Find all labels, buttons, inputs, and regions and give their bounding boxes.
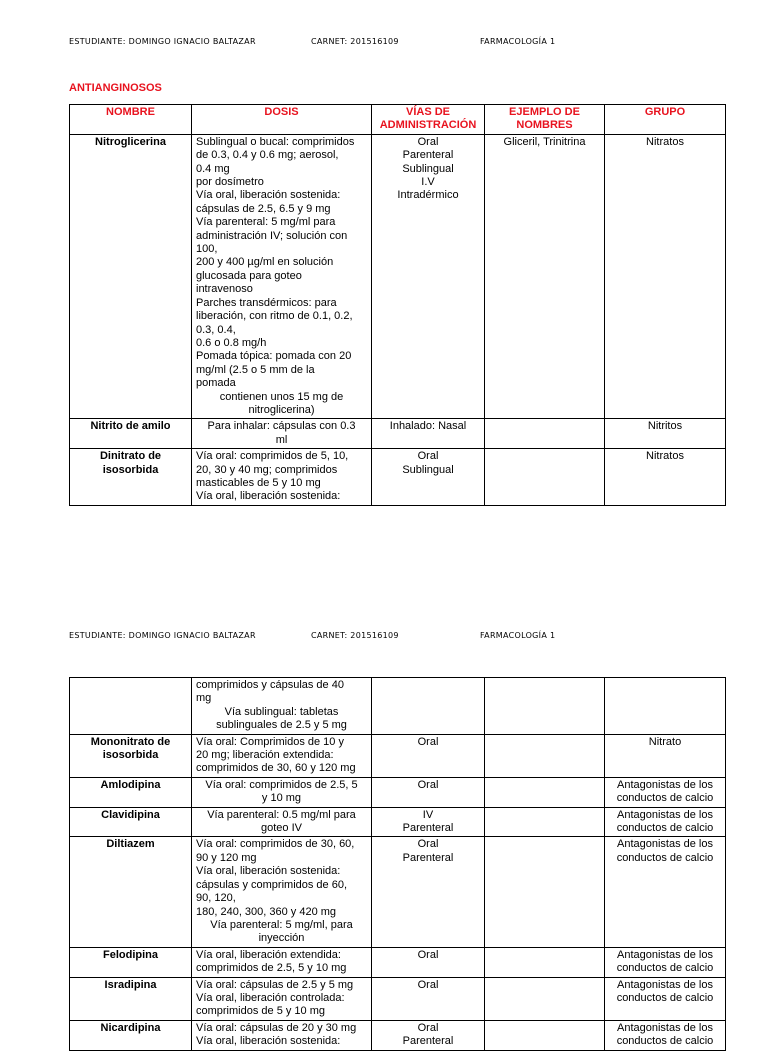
drug-name: Dinitrato de isosorbida (70, 449, 192, 506)
cell-text-line: sublinguales de 2.5 y 5 mg (216, 719, 347, 732)
drug-name: Nicardipina (70, 1020, 192, 1050)
cell-text-line: comprimidos de 5 y 10 mg (196, 1005, 325, 1018)
table-row (70, 419, 726, 449)
section-title: ANTIANGINOSOS (69, 82, 162, 94)
cell-text-line: de 0.3, 0.4 y 0.6 mg; aerosol, (196, 149, 339, 162)
cell-text-line: Antagonistas de los (616, 978, 713, 991)
cell-text-line: Oral (417, 450, 439, 463)
group-cell (605, 947, 726, 977)
cell-text-line: conductos de calcio (616, 822, 714, 835)
drug-name: Mononitrato de isosorbida (70, 734, 192, 777)
drug-name: Nitrito de amilo (70, 419, 192, 449)
cell-text-line: Parenteral (402, 1035, 454, 1048)
routes-cell (372, 977, 485, 1020)
cell-text-line: Parches transdérmicos: para (196, 296, 337, 309)
drug-name (70, 678, 192, 735)
carnet: CARNET: 201516109 (311, 37, 399, 46)
dose-cell (192, 134, 372, 419)
cell-text-line: glucosada para goteo (196, 269, 302, 282)
cell-text-line: cápsulas y comprimidos de 60, (196, 878, 348, 891)
examples-cell: Gliceril, Trinitrina (485, 134, 605, 419)
cell-text-line: Oral (417, 735, 439, 748)
cell-text-line: Parenteral (402, 149, 454, 162)
cell-text-line: pomada (196, 377, 236, 390)
table-body (70, 678, 726, 1051)
cell-text-line: 0.3, 0.4, (196, 323, 236, 336)
routes-cell (372, 777, 485, 807)
dose-cell (192, 419, 372, 449)
column-header: NOMBRE (70, 105, 192, 135)
cell-text-line: Oral (417, 838, 439, 851)
routes-cell (372, 1020, 485, 1050)
cell-text-line: conductos de calcio (616, 962, 714, 975)
examples-cell (485, 947, 605, 977)
cell-text-line: comprimidos y cápsulas de 40 (196, 679, 344, 691)
cell-text-line: y 10 mg (261, 792, 302, 805)
cell-text-line: 180, 240, 300, 360 y 420 mg (196, 905, 337, 918)
examples-cell (485, 837, 605, 947)
routes-cell (372, 134, 485, 419)
cell-text-line: conductos de calcio (616, 851, 714, 864)
examples-cell (485, 777, 605, 807)
cell-text-line: IV (422, 808, 434, 821)
cell-text-line: Oral (417, 1021, 439, 1034)
cell-text-line: nitroglicerina) (248, 403, 315, 416)
group-cell (605, 777, 726, 807)
cell-text-line: Nitratos (646, 450, 684, 463)
examples-cell (485, 449, 605, 506)
dose-cell (192, 1020, 372, 1050)
column-header: EJEMPLO DE NOMBRES (485, 105, 605, 135)
cell-text-line: 90 y 120 mg (196, 851, 257, 864)
group-cell (605, 449, 726, 506)
cell-text-line: Vía oral: Comprimidos de 10 y (196, 735, 344, 748)
carnet: CARNET: 201516109 (311, 631, 399, 640)
column-header: DOSIS (192, 105, 372, 135)
routes-cell (372, 449, 485, 506)
cell-text-line: mg (196, 692, 212, 705)
cell-text-line: Vía oral, liberación sostenida: (196, 189, 341, 202)
student-name: ESTUDIANTE: DOMINGO IGNACIO BALTAZAR (69, 631, 256, 640)
cell-text-line: 90, 120, (196, 892, 236, 905)
cell-text-line: 0.6 o 0.8 mg/h (196, 336, 267, 349)
table-row (70, 807, 726, 837)
cell-text-line: comprimidos de 30, 60 y 120 mg (196, 762, 356, 775)
cell-text-line: Vía oral, liberación sostenida: (196, 1035, 341, 1048)
cell-text-line: Vía sublingual: tabletas (224, 705, 339, 718)
cell-text-line: Vía oral, liberación extendida: (196, 948, 341, 961)
examples-cell (485, 977, 605, 1020)
cell-text-line: I.V (421, 176, 435, 189)
cell-text-line: liberación, con ritmo de 0.1, 0.2, (196, 310, 353, 323)
cell-text-line: Nitratos (646, 135, 684, 148)
drug-table-page-1 (69, 104, 726, 506)
cell-text-line: Vía oral, liberación controlada: (196, 991, 345, 1004)
routes-cell (372, 837, 485, 947)
cell-text-line: Vía oral: cápsulas de 20 y 30 mg (196, 1021, 357, 1034)
examples-cell (485, 419, 605, 449)
cell-text-line: 100, (196, 243, 218, 256)
cell-text-line: Vía oral: comprimidos de 2.5, 5 (205, 778, 358, 791)
drug-name: Clavidipina (70, 807, 192, 837)
dose-cell (192, 734, 372, 777)
table-row (70, 947, 726, 977)
table-row (70, 449, 726, 506)
drug-name: Felodipina (70, 947, 192, 977)
cell-text-line: inyección (258, 932, 305, 945)
cell-text-line: comprimidos de 2.5, 5 y 10 mg (196, 962, 347, 975)
dose-cell (192, 947, 372, 977)
drug-name: Isradipina (70, 977, 192, 1020)
cell-text-line: Vía oral, liberación sostenida: (196, 865, 341, 878)
cell-text-line: Oral (417, 778, 439, 791)
group-cell (605, 837, 726, 947)
cell-text-line: Sublingual (402, 162, 454, 175)
group-cell (605, 977, 726, 1020)
table-row (70, 777, 726, 807)
table-header-row (70, 105, 726, 135)
table-row (70, 678, 726, 735)
cell-text-line: Antagonistas de los (616, 948, 713, 961)
cell-text-line: Vía oral: comprimidos de 5, 10, (196, 450, 349, 463)
cell-text-line: intravenoso (196, 283, 253, 296)
dose-cell (192, 837, 372, 947)
dose-cell (192, 807, 372, 837)
cell-text-line: Vía oral: comprimidos de 30, 60, (196, 838, 355, 851)
cell-text-line: contienen unos 15 mg de (219, 390, 344, 403)
cell-text-line: Vía parenteral: 5 mg/ml, para (210, 918, 353, 931)
cell-text-line: 200 y 400 µg/ml en solución (196, 256, 334, 269)
cell-text-line: Antagonistas de los (616, 838, 713, 851)
examples-cell (485, 1020, 605, 1050)
table-row (70, 1020, 726, 1050)
cell-text-line: 20, 30 y 40 mg; comprimidos (196, 463, 338, 476)
cell-text-line: Vía parenteral: 5 mg/ml para (196, 216, 336, 229)
cell-text-line: conductos de calcio (616, 792, 714, 805)
cell-text-line: Sublingual (402, 463, 454, 476)
column-header: VÍAS DE ADMINISTRACIÓN (372, 105, 485, 135)
course-name: FARMACOLOGÍA 1 (480, 631, 556, 640)
group-cell (605, 678, 726, 735)
examples-cell (485, 807, 605, 837)
cell-text-line: Vía parenteral: 0.5 mg/ml para (207, 808, 356, 821)
cell-text-line: Parenteral (402, 851, 454, 864)
cell-text-line: Sublingual o bucal: comprimidos (196, 135, 355, 148)
cell-text-line: Vía oral: cápsulas de 2.5 y 5 mg (196, 978, 354, 991)
course-name: FARMACOLOGÍA 1 (480, 37, 556, 46)
cell-text-line: goteo IV (261, 822, 302, 835)
column-header: GRUPO (605, 105, 726, 135)
table-body (70, 134, 726, 505)
group-cell (605, 734, 726, 777)
group-cell (605, 134, 726, 419)
cell-text-line: mg/ml (2.5 o 5 mm de la (196, 363, 315, 376)
cell-text-line: Parenteral (402, 822, 454, 835)
dose-cell (192, 449, 372, 506)
cell-text-line: administración IV; solución con (196, 229, 348, 242)
drug-name: Amlodipina (70, 777, 192, 807)
cell-text-line: Para inhalar: cápsulas con 0.3 (207, 420, 356, 433)
drug-table-page-2 (69, 677, 726, 1051)
examples-cell (485, 678, 605, 735)
cell-text-line: Antagonistas de los (616, 778, 713, 791)
cell-text-line: ml (275, 433, 288, 446)
cell-text-line: 0.4 mg (196, 162, 230, 175)
routes-cell (372, 678, 485, 735)
cell-text-line: Oral (417, 135, 439, 148)
routes-cell (372, 947, 485, 977)
cell-text-line: 20 mg; liberación extendida: (196, 749, 334, 762)
cell-text-line: Oral (417, 948, 439, 961)
drug-name: Nitroglicerina (70, 134, 192, 419)
routes-cell (372, 419, 485, 449)
cell-text-line: Antagonistas de los (616, 808, 713, 821)
drug-name: Diltiazem (70, 837, 192, 947)
cell-text-line: Vía oral, liberación sostenida: (196, 490, 341, 503)
cell-text-line: Intradérmico (397, 189, 459, 202)
dose-cell (192, 777, 372, 807)
table-row (70, 837, 726, 947)
table-row (70, 734, 726, 777)
routes-cell (372, 734, 485, 777)
cell-text-line: conductos de calcio (616, 1035, 714, 1048)
group-cell (605, 807, 726, 837)
cell-text-line: Oral (417, 978, 439, 991)
cell-text-line: Nitrato (648, 735, 682, 748)
cell-text-line: Nitritos (647, 420, 683, 433)
student-name: ESTUDIANTE: DOMINGO IGNACIO BALTAZAR (69, 37, 256, 46)
cell-text-line: Pomada tópica: pomada con 20 (196, 350, 352, 363)
cell-text-line: masticables de 5 y 10 mg (196, 476, 321, 489)
cell-text-line: conductos de calcio (616, 991, 714, 1004)
dose-cell (192, 678, 372, 735)
group-cell (605, 1020, 726, 1050)
cell-text-line: por dosímetro (196, 176, 264, 189)
table-row (70, 134, 726, 419)
group-cell (605, 419, 726, 449)
cell-text-line: Antagonistas de los (616, 1021, 713, 1034)
routes-cell (372, 807, 485, 837)
table-row (70, 977, 726, 1020)
cell-text-line: Inhalado: Nasal (389, 420, 467, 433)
examples-cell (485, 734, 605, 777)
cell-text-line: cápsulas de 2.5, 6.5 y 9 mg (196, 202, 331, 215)
dose-cell (192, 977, 372, 1020)
